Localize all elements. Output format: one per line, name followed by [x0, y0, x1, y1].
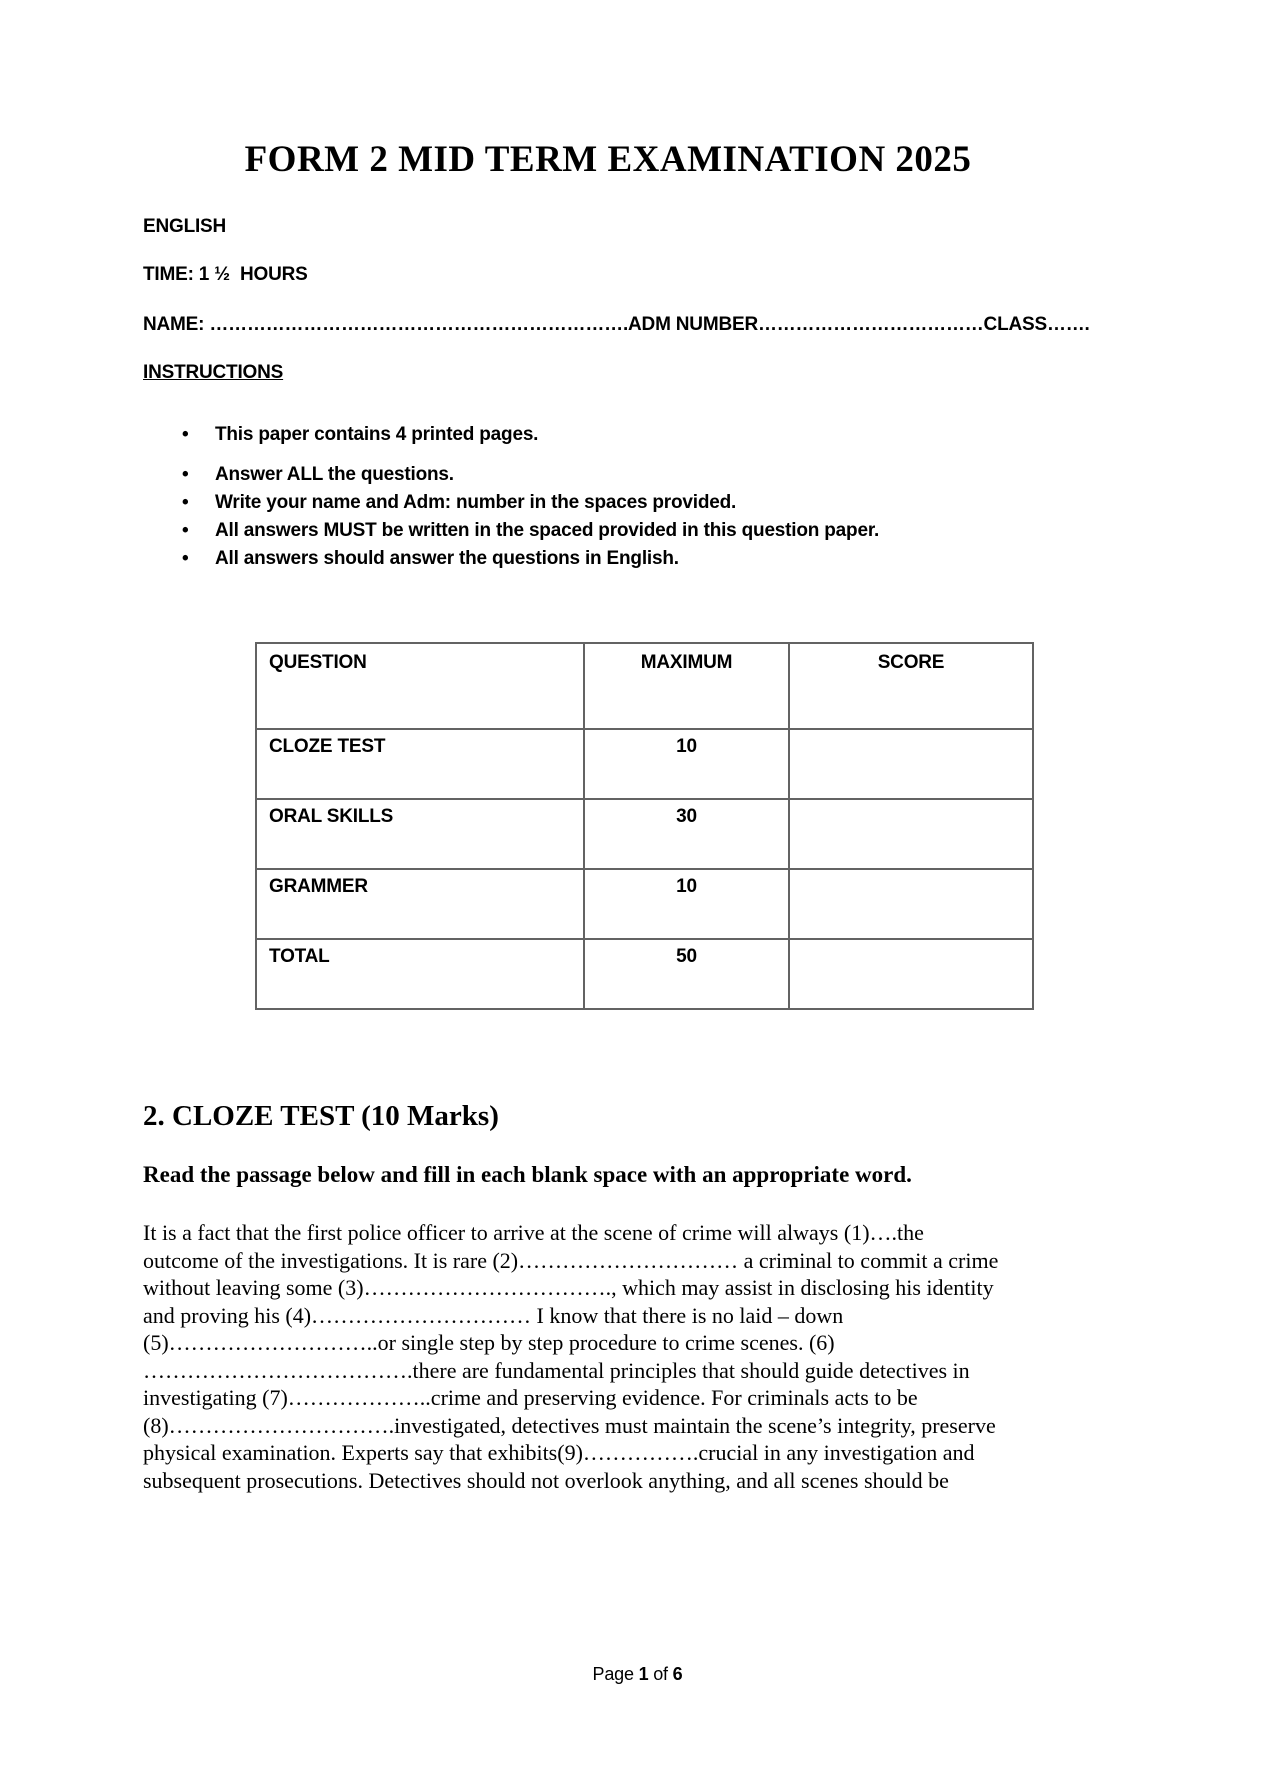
- instruction-item: • All answers should answer the questions in English.: [143, 548, 1073, 570]
- question-cell: TOTAL: [256, 939, 584, 1009]
- cloze-passage: [143, 1219, 1093, 1494]
- score-cell: [789, 869, 1033, 939]
- passage-line: subsequent prosecutions. Detectives should not overlook anything, and all scenes should be: [143, 1467, 949, 1493]
- passage-line: (8)………………………….investigated, detectives must maintain the scene’s integrity, preserve: [143, 1412, 996, 1438]
- name-adm-class-line: NAME: ………………………………………………………….ADM NUMBER………………………………CLASS…….: [143, 314, 1090, 335]
- subject-label: ENGLISH: [143, 216, 227, 237]
- question-cell: CLOZE TEST: [256, 729, 584, 799]
- passage-line: outcome of the investigations. It is rare (2)………………………… a criminal to commit a crime: [143, 1247, 999, 1273]
- instruction-list: [143, 424, 1073, 570]
- question-cell: ORAL SKILLS: [256, 799, 584, 869]
- passage-line: investigating (7)………………..crime and preserving evidence. For criminals acts to be: [143, 1385, 918, 1410]
- score-cell: [789, 799, 1033, 869]
- maximum-cell: 30: [584, 799, 789, 869]
- table-row: [256, 729, 1033, 799]
- footer-total-pages: 6: [672, 1664, 683, 1684]
- passage-line: physical examination. Experts say that exhibits(9)…………….crucial in any investigation and: [143, 1440, 975, 1465]
- passage-line: It is a fact that the first police officer to arrive at the scene of crime will always (1)….the: [143, 1220, 924, 1245]
- score-cell: [789, 729, 1033, 799]
- time-allowed: TIME: 1 ½ HOURS: [143, 264, 308, 285]
- maximum-cell: 10: [584, 729, 789, 799]
- score-table-header-row: [256, 643, 1033, 729]
- page-footer: [0, 1664, 1275, 1685]
- table-row: [256, 939, 1033, 1009]
- passage-line: (5)………………………..or single step by step procedure to crime scenes. (6): [143, 1330, 835, 1355]
- instruction-item: • All answers MUST be written in the spaced provided in this question paper.: [143, 520, 1073, 542]
- passage-line: ……………………………….there are fundamental principles that should guide detectives in: [143, 1357, 970, 1383]
- header-score: SCORE: [789, 643, 1033, 729]
- score-table: [255, 642, 1034, 1010]
- instruction-item: • This paper contains 4 printed pages.: [143, 424, 1073, 446]
- page-title: FORM 2 MID TERM EXAMINATION 2025: [244, 139, 972, 180]
- score-cell: [789, 939, 1033, 1009]
- instruction-item: • Write your name and Adm: number in the spaces provided.: [143, 492, 1073, 514]
- maximum-cell: 50: [584, 939, 789, 1009]
- footer-middle: of: [648, 1664, 673, 1684]
- question-cell: GRAMMER: [256, 869, 584, 939]
- passage-line: and proving his (4)………………………… I know that there is no laid – down: [143, 1302, 844, 1328]
- header-question: QUESTION: [256, 643, 584, 729]
- passage-line: without leaving some (3)……………………………., which may assist in disclosing his identity: [143, 1275, 994, 1300]
- table-row: [256, 799, 1033, 869]
- footer-page-number: 1: [638, 1664, 649, 1684]
- section-instruction: Read the passage below and fill in each blank space with an appropriate word.: [143, 1162, 912, 1187]
- header-maximum: MAXIMUM: [584, 643, 789, 729]
- maximum-cell: 10: [584, 869, 789, 939]
- instructions-heading: INSTRUCTIONS: [143, 362, 284, 383]
- table-row: [256, 869, 1033, 939]
- footer-prefix: Page: [592, 1664, 639, 1684]
- section-heading-cloze-test: 2. CLOZE TEST (10 Marks): [143, 1100, 499, 1132]
- instruction-item: • Answer ALL the questions.: [143, 464, 1073, 486]
